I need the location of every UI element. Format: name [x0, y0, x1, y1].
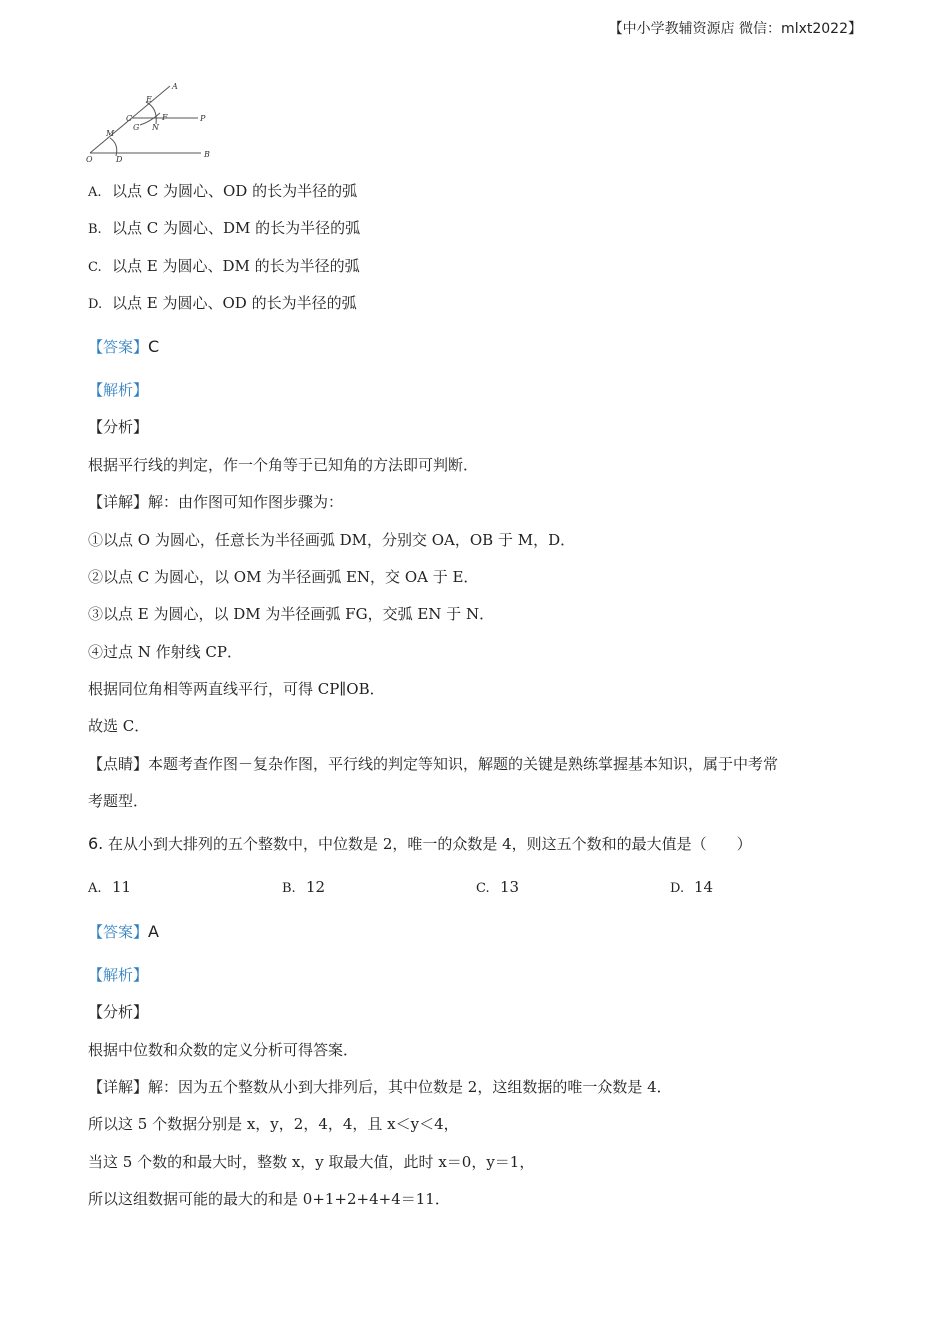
q6-line-3: 所以这组数据可能的最大的和是 0+1+2+4+4＝11．	[88, 1190, 450, 1208]
geometry-figure	[86, 80, 226, 170]
q6-fenxi-text: 根据中位数和众数的定义分析可得答案．	[88, 1041, 359, 1059]
q6-line-2: 当这 5 个数的和最大时，整数 x，y 取最大值，此时 x＝0，y＝1，	[88, 1153, 535, 1171]
label-g: G	[133, 123, 140, 132]
label-a: A	[172, 82, 178, 91]
q5-comment-cont: 考题型．	[88, 792, 149, 810]
q5-option-a: A. 以点 C 为圆心、OD 的长为半径的弧	[88, 182, 358, 200]
q6-option-d: D. 14	[670, 878, 714, 896]
q6-line-1: 所以这 5 个数据分别是 x，y，2，4，4，且 x＜y＜4，	[88, 1115, 459, 1133]
q6-option-a: A. 11	[88, 878, 132, 896]
q6-answer: 【答案】A	[88, 922, 159, 941]
label-e: E	[146, 95, 152, 104]
label-f: F	[162, 113, 168, 122]
label-b: B	[204, 150, 210, 159]
q5-answer: 【答案】C	[88, 337, 160, 356]
label-p: P	[200, 114, 206, 123]
q6-detail: 【详解】解：因为五个整数从小到大排列后，其中位数是 2，这组数据的唯一众数是 4．	[88, 1078, 672, 1096]
q5-detail: 【详解】解：由作图可知作图步骤为：	[88, 493, 344, 511]
label-n: N	[152, 123, 159, 132]
q5-choice: 故选 C．	[88, 717, 150, 735]
q6-stem: 6. 在从小到大排列的五个整数中，中位数是 2，唯一的众数是 4，则这五个数和的最大值是（ ）	[88, 834, 752, 853]
q5-option-d: D. 以点 E 为圆心、OD 的长为半径的弧	[88, 294, 357, 312]
q5-analysis-label: 【解析】	[88, 381, 149, 399]
q5-fenxi-label: 【分析】	[88, 418, 149, 436]
q5-step-1: ①以点 O 为圆心，任意长为半径画弧 DM，分别交 OA，OB 于 M，D．	[88, 531, 576, 549]
q5-conclusion: 根据同位角相等两直线平行，可得 CP∥OB．	[88, 680, 385, 698]
q5-step-3: ③以点 E 为圆心，以 DM 为半径画弧 FG，交弧 EN 于 N．	[88, 605, 495, 623]
page-header: 【中小学教辅资源店 微信：mlxt2022】	[608, 21, 862, 37]
q5-fenxi-text: 根据平行线的判定，作一个角等于已知角的方法即可判断．	[88, 456, 479, 474]
label-m: M	[106, 129, 115, 138]
q6-option-b: B. 12	[282, 878, 326, 896]
q5-step-4: ④过点 N 作射线 CP．	[88, 643, 242, 661]
q6-analysis-label: 【解析】	[88, 966, 149, 984]
q5-option-c: C. 以点 E 为圆心、DM 的长为半径的弧	[88, 257, 360, 275]
q5-option-b: B. 以点 C 为圆心、DM 的长为半径的弧	[88, 219, 361, 237]
q6-option-c: C. 13	[476, 878, 520, 896]
label-d: D	[116, 155, 123, 164]
q6-fenxi-label: 【分析】	[88, 1003, 149, 1021]
label-o: O	[86, 155, 93, 164]
q5-step-2: ②以点 C 为圆心，以 OM 为半径画弧 EN，交 OA 于 E．	[88, 568, 479, 586]
q5-comment: 【点睛】本题考查作图－复杂作图，平行线的判定等知识，解题的关键是熟练掌握基本知识，属于中考常	[88, 755, 779, 773]
label-c: C	[126, 114, 133, 123]
